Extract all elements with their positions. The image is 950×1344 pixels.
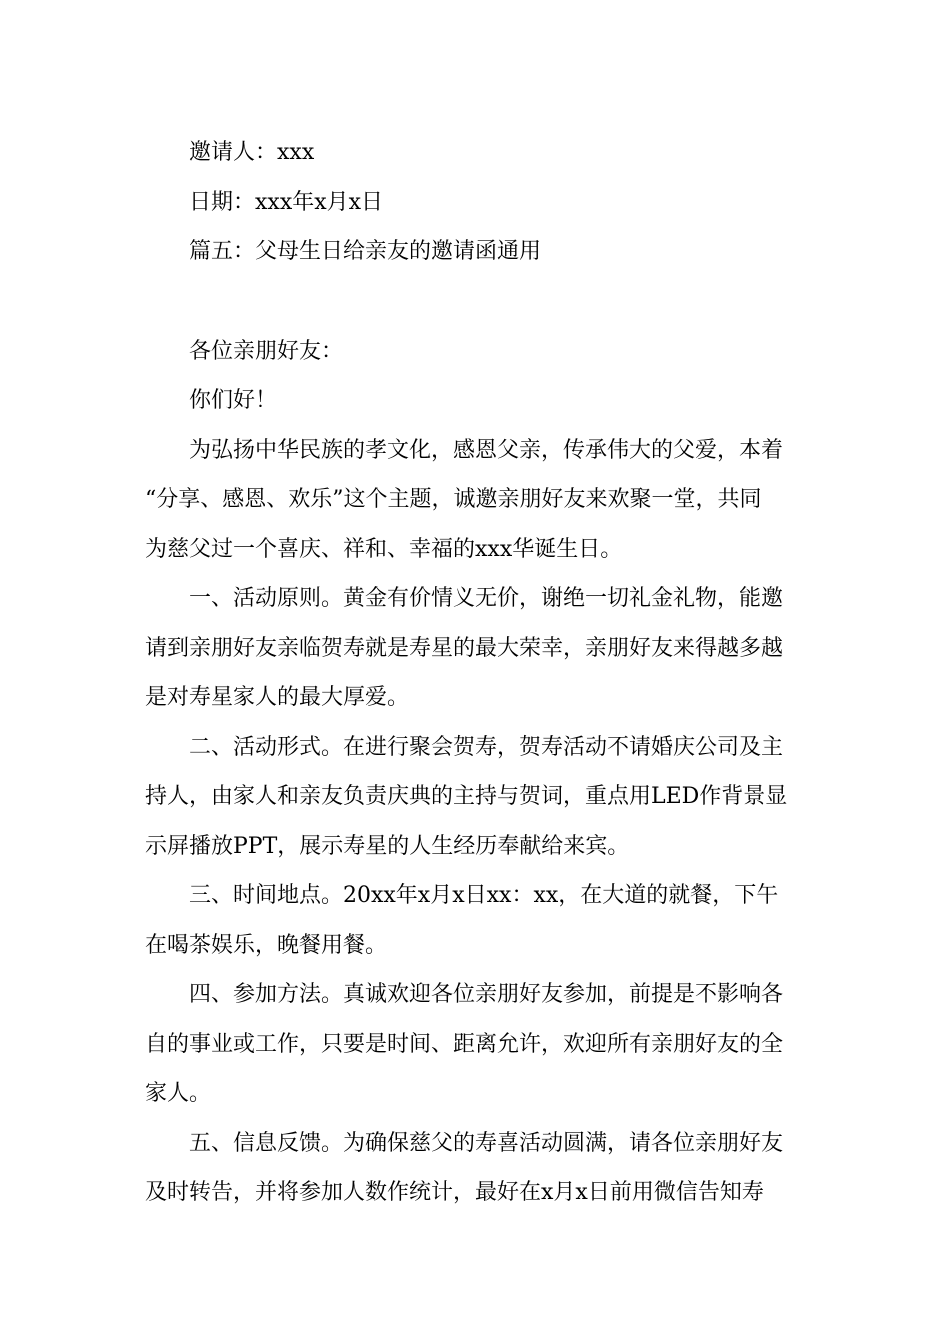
intro-line-2: “分享、感恩、欢乐”这个主题，诚邀亲朋好友来欢聚一堂，共同 [145, 487, 762, 512]
time-place-line-2: 在喝茶娱乐，晚餐用餐。 [145, 932, 388, 958]
intro-line-1: 为弘扬中华民族的孝文化，感恩父亲，传承伟大的父爱，本着 [189, 437, 784, 463]
method-line-3: 家人。 [145, 1081, 212, 1106]
principle-line-2: 请到亲朋好友亲临贺寿就是寿星的最大荣幸，亲朋好友来得越多越 [145, 635, 784, 661]
principle-line-3: 是对寿星家人的最大厚爱。 [145, 685, 410, 710]
format-line-3: 示屏播放PPT，展示寿星的人生经历奉献给来宾。 [145, 833, 630, 859]
document-page [145, 128, 809, 1218]
date-line: 日期：xxx年x月x日 [189, 189, 384, 215]
salutation: 各位亲朋好友： [189, 338, 344, 364]
format-line-1: 二、活动形式。在进行聚会贺寿，贺寿活动不请婚庆公司及主 [189, 734, 784, 760]
greeting: 你们好！ [189, 388, 278, 413]
method-line-1: 四、参加方法。真诚欢迎各位亲朋好友参加，前提是不影响各 [189, 982, 784, 1007]
method-line-2: 自的事业或工作，只要是时间、距离允许，欢迎所有亲朋好友的全 [145, 1031, 784, 1057]
feedback-line-1: 五、信息反馈。为确保慈父的寿喜活动圆满，请各位亲朋好友 [189, 1130, 784, 1156]
time-place-line-1: 三、时间地点。20xx年x月x日xx：xx，在大道的就餐，下午 [189, 883, 779, 908]
format-line-2: 持人，由家人和亲友负责庆典的主持与贺词，重点用LED作背景显 [145, 784, 788, 809]
feedback-line-2: 及时转告，并将参加人数作统计，最好在x月x日前用微信告知寿 [145, 1180, 764, 1205]
inviter-line: 邀请人：xxx [189, 140, 315, 165]
intro-line-3: 为慈父过一个喜庆、祥和、幸福的xxx华诞生日。 [145, 536, 623, 562]
blank-line [145, 277, 809, 327]
principle-line-1: 一、活动原则。黄金有价情义无价，谢绝一切礼金礼物，能邀 [189, 586, 784, 611]
section-title: 篇五：父母生日给亲友的邀请函通用 [189, 239, 542, 264]
